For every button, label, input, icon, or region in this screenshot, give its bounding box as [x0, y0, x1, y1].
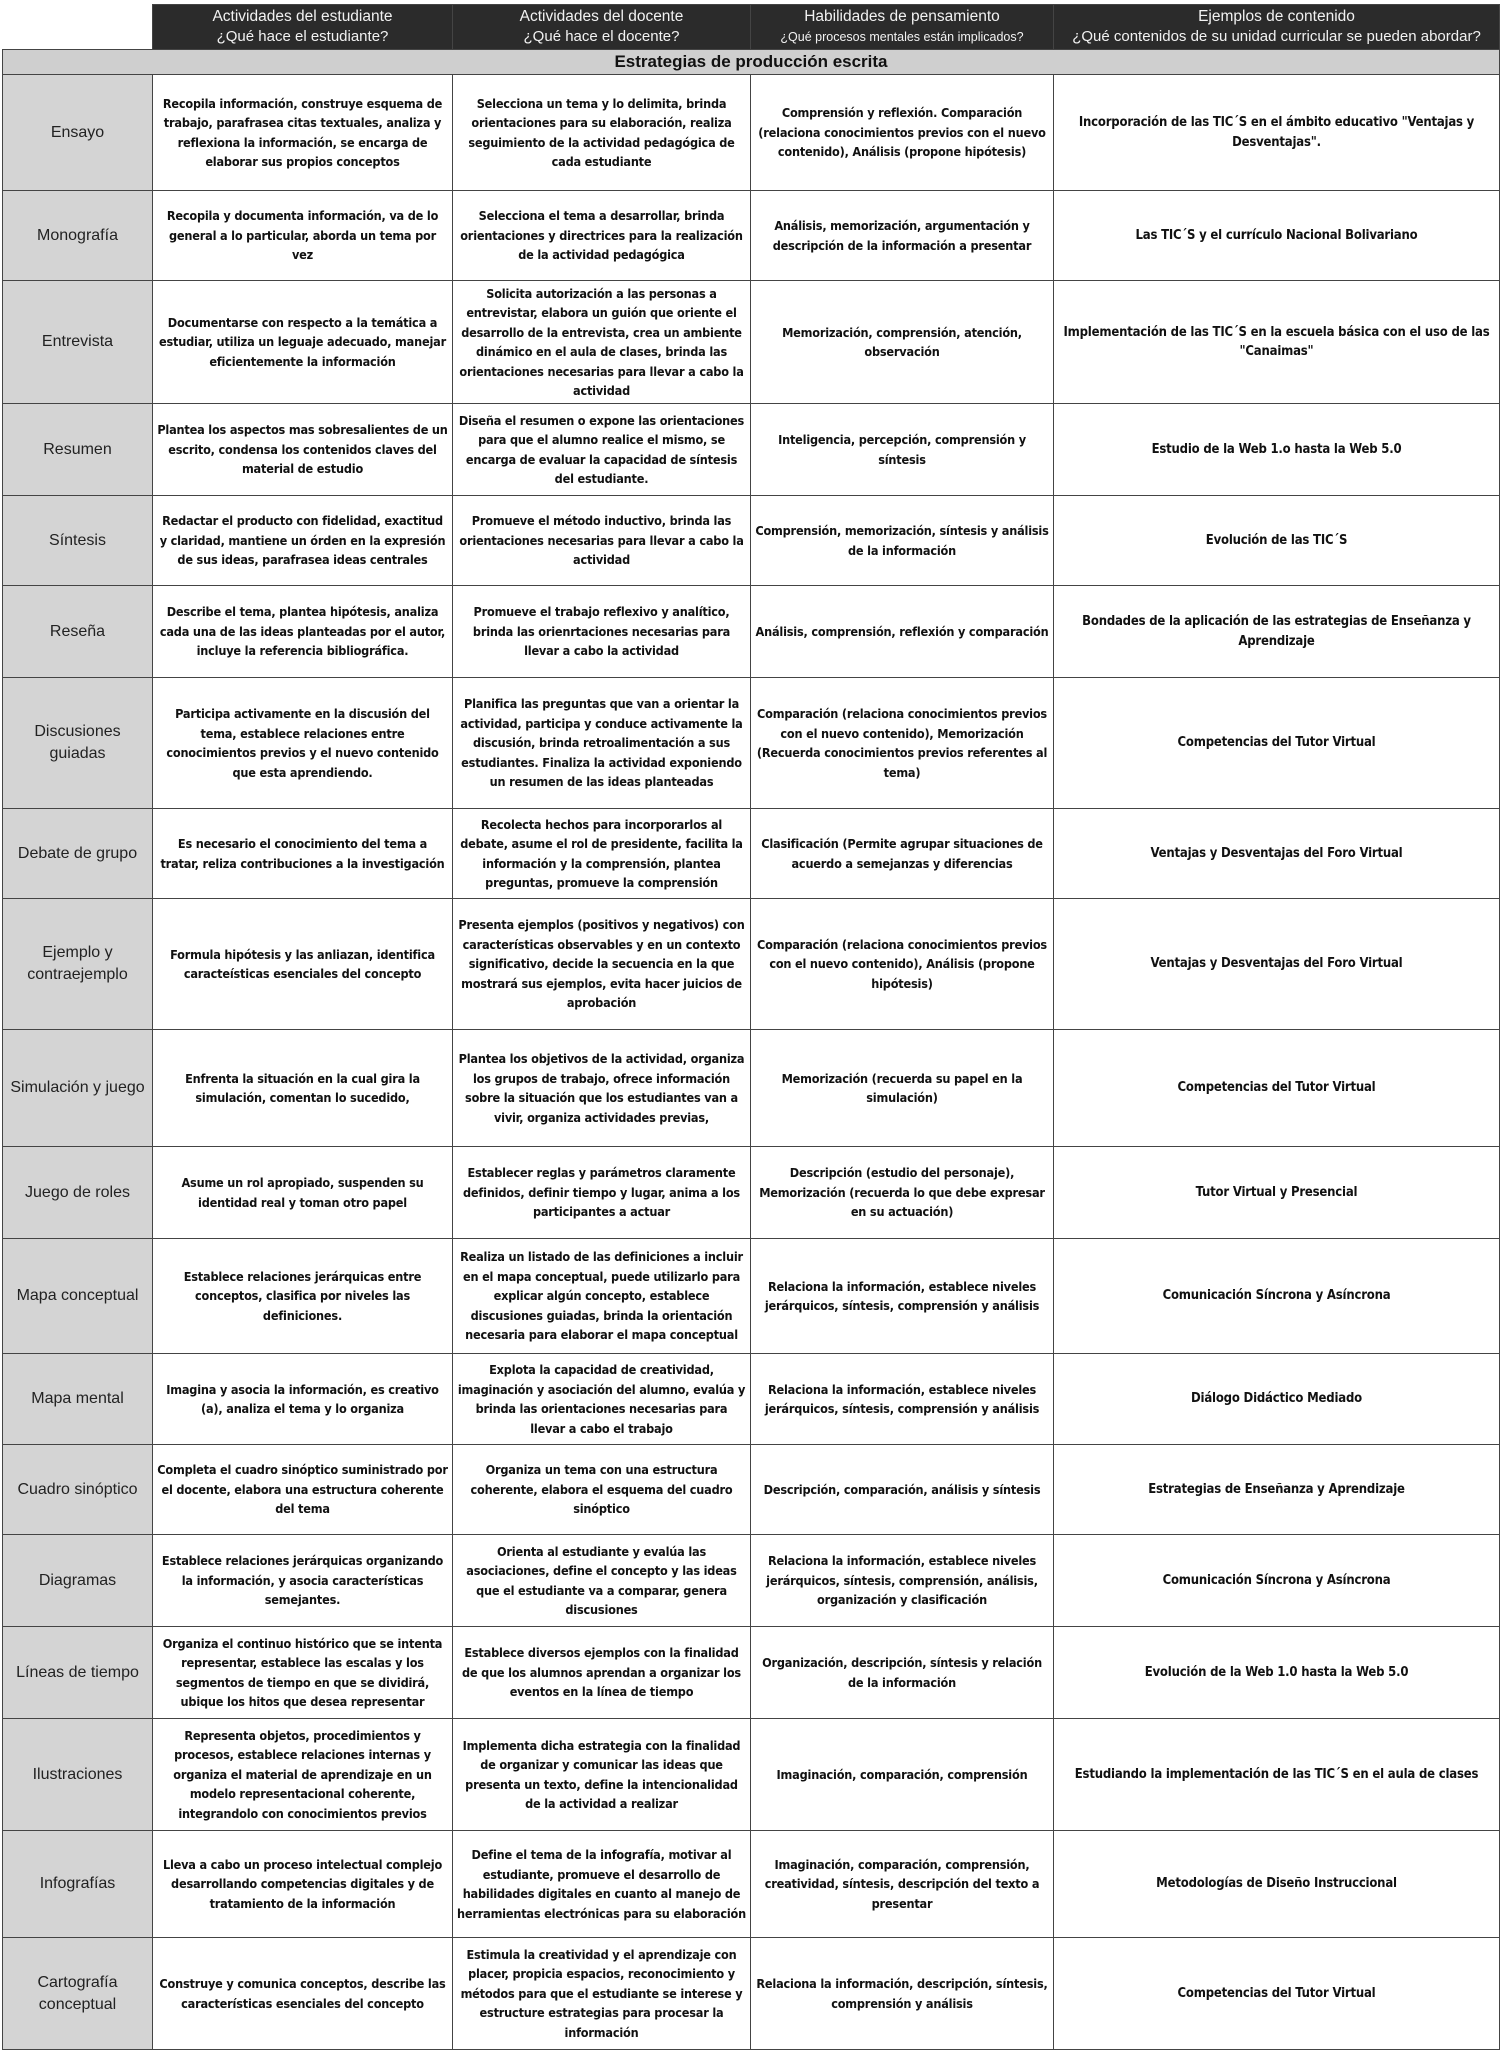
strategy-row — [3, 1445, 1500, 1535]
teacher-activity-cell: Recolecta hechos para incorporarlos al debate, asume el rol de presidente, facilita la información y la comprensión, plantea preguntas, promueve la comprensión — [453, 809, 751, 899]
strategy-row — [3, 809, 1500, 899]
content-example-cell: Ventajas y Desventajas del Foro Virtual — [1054, 809, 1500, 899]
strategy-row — [3, 899, 1500, 1030]
header-teacher-title: Actividades del docente — [519, 8, 684, 25]
teacher-activity-cell: Define el tema de la infografía, motivar al estudiante, promueve el desarrollo de habilidades digitales en cuanto al manejo de herramientas electrónicas para su elaboración — [453, 1831, 751, 1938]
strategy-row — [3, 1354, 1500, 1445]
strategy-name: Cartografía conceptual — [3, 1938, 153, 2050]
strategy-name: Debate de grupo — [3, 809, 153, 899]
student-activity-cell: Redactar el producto con fidelidad, exactitud y claridad, mantiene un órden en la expresión de sus ideas, parafrasea ideas centrales — [153, 496, 453, 586]
teacher-activity-cell: Realiza un listado de las definiciones a incluir en el mapa conceptual, puede utilizarlo para explicar algún concepto, establece discusiones guiadas, brinda la orientación necesaria para elaborar el mapa conceptual — [453, 1239, 751, 1354]
thinking-skills-cell: Imaginación, comparación, comprensión — [751, 1719, 1054, 1831]
teacher-activity-cell: Explota la capacidad de creatividad, imaginación y asociación del alumno, evalúa y brinda las orientaciones necesarias para llevar a cabo el trabajo — [453, 1354, 751, 1445]
thinking-skills-cell: Relaciona la información, descripción, síntesis, comprensión y análisis — [751, 1938, 1054, 2050]
content-example-cell: Competencias del Tutor Virtual — [1054, 1938, 1500, 2050]
student-activity-cell: Enfrenta la situación en la cual gira la simulación, comentan lo sucedido, — [153, 1030, 453, 1147]
content-example-cell: Implementación de las TIC´S en la escuela básica con el uso de las "Canaimas" — [1054, 281, 1500, 404]
header-thinking-skills — [751, 5, 1054, 50]
strategy-row — [3, 1239, 1500, 1354]
strategy-row — [3, 1831, 1500, 1938]
strategy-row — [3, 404, 1500, 496]
strategy-name: Mapa mental — [3, 1354, 153, 1445]
student-activity-cell: Participa activamente en la discusión del tema, establece relaciones entre conocimientos previos y el nuevo contenido que esta aprendiendo. — [153, 678, 453, 809]
strategy-name: Ensayo — [3, 75, 153, 191]
content-example-cell: Bondades de la aplicación de las estrategias de Enseñanza y Aprendizaje — [1054, 586, 1500, 678]
student-activity-cell: Organiza el continuo histórico que se intenta representar, establece las escalas y los segmentos de tiempo en que se dividirá, ubique los hitos que desea representar — [153, 1627, 453, 1719]
strategy-name: Mapa conceptual — [3, 1239, 153, 1354]
header-teacher-activities — [453, 5, 751, 50]
thinking-skills-cell: Memorización (recuerda su papel en la simulación) — [751, 1030, 1054, 1147]
strategy-row — [3, 496, 1500, 586]
content-example-cell: Estudiando la implementación de las TIC´S en el aula de clases — [1054, 1719, 1500, 1831]
strategy-row — [3, 678, 1500, 809]
strategy-row — [3, 586, 1500, 678]
student-activity-cell: Representa objetos, procedimientos y procesos, establece relaciones internas y organiza el material de aprendizaje en un modelo representacional coherente, integrandolo con conocimientos previos — [153, 1719, 453, 1831]
header-row — [3, 5, 1500, 50]
thinking-skills-cell: Análisis, memorización, argumentación y descripción de la información a presentar — [751, 191, 1054, 281]
thinking-skills-cell: Clasificación (Permite agrupar situaciones de acuerdo a semejanzas y diferencias — [751, 809, 1054, 899]
strategy-name: Juego de roles — [3, 1147, 153, 1239]
strategies-table — [2, 4, 1500, 2050]
teacher-activity-cell: Establece diversos ejemplos con la finalidad de que los alumnos aprendan a organizar los eventos en la línea de tiempo — [453, 1627, 751, 1719]
content-example-cell: Competencias del Tutor Virtual — [1054, 1030, 1500, 1147]
header-content-title: Ejemplos de contenido — [1198, 8, 1355, 25]
thinking-skills-cell: Memorización, comprensión, atención, observación — [751, 281, 1054, 404]
content-example-cell: Tutor Virtual y Presencial — [1054, 1147, 1500, 1239]
table-body — [3, 50, 1500, 2050]
student-activity-cell: Documentarse con respecto a la temática a estudiar, utiliza un leguaje adecuado, manejar eficientemente la información — [153, 281, 453, 404]
content-example-cell: Ventajas y Desventajas del Foro Virtual — [1054, 899, 1500, 1030]
thinking-skills-cell: Organización, descripción, síntesis y relación de la información — [751, 1627, 1054, 1719]
student-activity-cell: Establece relaciones jerárquicas entre conceptos, clasifica por niveles las definiciones. — [153, 1239, 453, 1354]
thinking-skills-cell: Imaginación, comparación, comprensión, creatividad, síntesis, descripción del texto a presentar — [751, 1831, 1054, 1938]
content-example-cell: Evolución de las TIC´S — [1054, 496, 1500, 586]
thinking-skills-cell: Relaciona la información, establece niveles jerárquicos, síntesis, comprensión, análisis, organización y clasificación — [751, 1535, 1054, 1627]
strategy-row — [3, 1627, 1500, 1719]
teacher-activity-cell: Implementa dicha estrategia con la finalidad de organizar y comunicar las ideas que presenta un texto, define la intencionalidad de la actividad a realizar — [453, 1719, 751, 1831]
content-example-cell: Diálogo Didáctico Mediado — [1054, 1354, 1500, 1445]
student-activity-cell: Lleva a cabo un proceso intelectual complejo desarrollando competencias digitales y de tratamiento de la información — [153, 1831, 453, 1938]
strategy-name: Diagramas — [3, 1535, 153, 1627]
content-example-cell: Incorporación de las TIC´S en el ámbito educativo "Ventajas y Desventajas". — [1054, 75, 1500, 191]
strategy-name: Discusiones guiadas — [3, 678, 153, 809]
strategy-name: Monografía — [3, 191, 153, 281]
section-row — [3, 50, 1500, 75]
thinking-skills-cell: Comparación (relaciona conocimientos previos con el nuevo contenido), Análisis (propone hipótesis) — [751, 899, 1054, 1030]
header-skills-title: Habilidades de pensamiento — [804, 8, 1000, 25]
teacher-activity-cell: Establecer reglas y parámetros claramente definidos, definir tiempo y lugar, anima a los participantes a actuar — [453, 1147, 751, 1239]
strategy-name: Líneas de tiempo — [3, 1627, 153, 1719]
student-activity-cell: Es necesario el conocimiento del tema a tratar, reliza contribuciones a la investigación — [153, 809, 453, 899]
strategy-row — [3, 281, 1500, 404]
teacher-activity-cell: Planifica las preguntas que van a orientar la actividad, participa y conduce activamente la discusión, brinda retroalimentación a sus estudiantes. Finaliza la actividad exponiendo un resumen de las ideas planteadas — [453, 678, 751, 809]
content-example-cell: Las TIC´S y el currículo Nacional Bolivariano — [1054, 191, 1500, 281]
teacher-activity-cell: Plantea los objetivos de la actividad, organiza los grupos de trabajo, ofrece información sobre la situación que los estudiantes van a vivir, organiza actividades previas, — [453, 1030, 751, 1147]
strategy-row — [3, 1030, 1500, 1147]
student-activity-cell: Imagina y asocia la información, es creativo (a), analiza el tema y lo organiza — [153, 1354, 453, 1445]
content-example-cell: Metodologías de Diseño Instruccional — [1054, 1831, 1500, 1938]
strategy-name: Simulación y juego — [3, 1030, 153, 1147]
thinking-skills-cell: Inteligencia, percepción, comprensión y síntesis — [751, 404, 1054, 496]
strategy-name: Infografías — [3, 1831, 153, 1938]
teacher-activity-cell: Solicita autorización a las personas a entrevistar, elabora un guión que oriente el desarrollo de la entrevista, crea un ambiente dinámico en el aula de clases, brinda las orientaciones necesarias para llevar a cabo la actividad — [453, 281, 751, 404]
student-activity-cell: Describe el tema, plantea hipótesis, analiza cada una de las ideas planteadas por el autor, incluye la referencia bibliográfica. — [153, 586, 453, 678]
strategy-name: Entrevista — [3, 281, 153, 404]
section-title: Estrategias de producción escrita — [3, 50, 1500, 75]
strategy-row — [3, 191, 1500, 281]
header-teacher-question: ¿Qué hace el docente? — [523, 28, 680, 45]
header-student-activities — [153, 5, 453, 50]
strategy-row — [3, 1535, 1500, 1627]
header-student-title: Actividades del estudiante — [212, 8, 393, 25]
header-content-question: ¿Qué contenidos de su unidad curricular se pueden abordar? — [1072, 28, 1481, 45]
student-activity-cell: Completa el cuadro sinóptico suministrado por el docente, elabora una estructura coherente del tema — [153, 1445, 453, 1535]
student-activity-cell: Establece relaciones jerárquicas organizando la información, y asocia características semejantes. — [153, 1535, 453, 1627]
content-example-cell: Comunicación Síncrona y Asíncrona — [1054, 1239, 1500, 1354]
header-corner — [3, 5, 153, 50]
teacher-activity-cell: Organiza un tema con una estructura coherente, elabora el esquema del cuadro sinóptico — [453, 1445, 751, 1535]
strategy-name: Cuadro sinóptico — [3, 1445, 153, 1535]
teacher-activity-cell: Promueve el método inductivo, brinda las orientaciones necesarias para llevar a cabo la actividad — [453, 496, 751, 586]
thinking-skills-cell: Relaciona la información, establece niveles jerárquicos, síntesis, comprensión y análisis — [751, 1354, 1054, 1445]
strategy-name: Ejemplo y contraejemplo — [3, 899, 153, 1030]
teacher-activity-cell: Promueve el trabajo reflexivo y analítico, brinda las orienrtaciones necesarias para llevar a cabo la actividad — [453, 586, 751, 678]
thinking-skills-cell: Relaciona la información, establece niveles jerárquicos, síntesis, comprensión y análisis — [751, 1239, 1054, 1354]
content-example-cell: Comunicación Síncrona y Asíncrona — [1054, 1535, 1500, 1627]
student-activity-cell: Recopila y documenta información, va de lo general a lo particular, aborda un tema por vez — [153, 191, 453, 281]
strategy-name: Síntesis — [3, 496, 153, 586]
content-example-cell: Evolución de la Web 1.0 hasta la Web 5.0 — [1054, 1627, 1500, 1719]
teacher-activity-cell: Presenta ejemplos (positivos y negativos) con características observables y en un contexto significativo, decide la secuencia en la que mostrará sus ejemplos, evita hacer juicios de aprobación — [453, 899, 751, 1030]
teacher-activity-cell: Orienta al estudiante y evalúa las asociaciones, define el concepto y las ideas que el estudiante va a comparar, genera discusiones — [453, 1535, 751, 1627]
thinking-skills-cell: Comparación (relaciona conocimientos previos con el nuevo contenido), Memorización (Recuerda conocimientos previos referentes al tema) — [751, 678, 1054, 809]
strategy-name: Resumen — [3, 404, 153, 496]
teacher-activity-cell: Selecciona un tema y lo delimita, brinda orientaciones para su elaboración, realiza seguimiento de la actividad pedagógica de cada estudiante — [453, 75, 751, 191]
strategy-name: Ilustraciones — [3, 1719, 153, 1831]
strategy-row — [3, 1147, 1500, 1239]
thinking-skills-cell: Análisis, comprensión, reflexión y comparación — [751, 586, 1054, 678]
student-activity-cell: Construye y comunica conceptos, describe las características esenciales del concepto — [153, 1938, 453, 2050]
header-content-examples — [1054, 5, 1500, 50]
strategy-row — [3, 1938, 1500, 2050]
strategy-row — [3, 75, 1500, 191]
thinking-skills-cell: Descripción (estudio del personaje), Memorización (recuerda lo que debe expresar en su actuación) — [751, 1147, 1054, 1239]
student-activity-cell: Plantea los aspectos mas sobresalientes de un escrito, condensa los contenidos claves del material de estudio — [153, 404, 453, 496]
strategy-name: Reseña — [3, 586, 153, 678]
header-student-question: ¿Qué hace el estudiante? — [216, 28, 389, 45]
content-example-cell: Competencias del Tutor Virtual — [1054, 678, 1500, 809]
teacher-activity-cell: Estimula la creatividad y el aprendizaje con placer, propicia espacios, reconocimiento y métodos para que el estudiante se interese y estructure estrategias para procesar la información — [453, 1938, 751, 2050]
strategy-row — [3, 1719, 1500, 1831]
content-example-cell: Estrategias de Enseñanza y Aprendizaje — [1054, 1445, 1500, 1535]
student-activity-cell: Recopila información, construye esquema de trabajo, parafrasea citas textuales, analiza y reflexiona la información, se encarga de elaborar sus propios conceptos — [153, 75, 453, 191]
content-example-cell: Estudio de la Web 1.o hasta la Web 5.0 — [1054, 404, 1500, 496]
student-activity-cell: Asume un rol apropiado, suspenden su identidad real y toman otro papel — [153, 1147, 453, 1239]
header-skills-question: ¿Qué procesos mentales están implicados? — [780, 30, 1024, 44]
teacher-activity-cell: Diseña el resumen o expone las orientaciones para que el alumno realice el mismo, se encarga de evaluar la capacidad de síntesis del estudiante. — [453, 404, 751, 496]
thinking-skills-cell: Descripción, comparación, análisis y síntesis — [751, 1445, 1054, 1535]
student-activity-cell: Formula hipótesis y las anliazan, identifica caracteísticas esenciales del concepto — [153, 899, 453, 1030]
teacher-activity-cell: Selecciona el tema a desarrollar, brinda orientaciones y directrices para la realización de la actividad pedagógica — [453, 191, 751, 281]
thinking-skills-cell: Comprensión y reflexión. Comparación (relaciona conocimientos previos con el nuevo contenido), Análisis (propone hipótesis) — [751, 75, 1054, 191]
thinking-skills-cell: Comprensión, memorización, síntesis y análisis de la información — [751, 496, 1054, 586]
